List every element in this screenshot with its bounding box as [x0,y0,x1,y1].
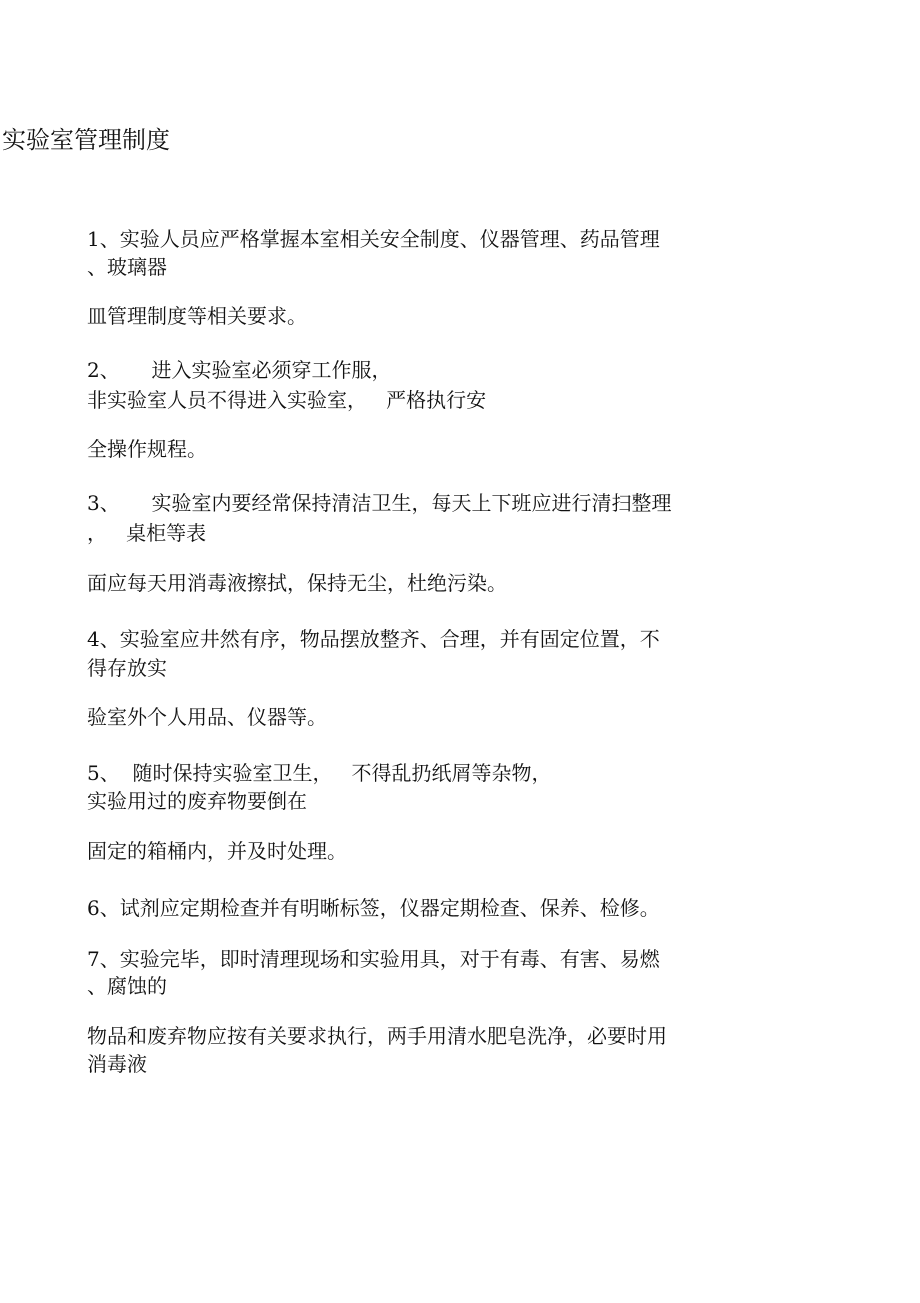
rule-2-line-2: 非实验室人员不得进入实验室， 严格执行安 [87,388,487,412]
rule-3-line-3: 面应每天用消毒液擦拭，保持无尘，杜绝污染。 [87,571,507,595]
rule-3-line-2: ， 桌柜等表 [87,521,207,545]
rule-1-line-2: 、玻璃器 [87,255,167,279]
rule-1-line-3: 皿管理制度等相关要求。 [87,304,307,328]
rule-5-line-3: 固定的箱桶内，并及时处理。 [87,839,347,863]
rule-5-line-2: 实验用过的废弃物要倒在 [87,789,307,813]
rule-2-line-3: 全操作规程。 [87,437,207,461]
rule-5-line-1: 5、 随时保持实验室卫生， 不得乱扔纸屑等杂物， [87,761,552,785]
rule-4-line-1: 4、实验室应井然有序，物品摆放整齐、合理，并有固定位置，不 [87,627,660,651]
rule-1-line-1: 1、实验人员应严格掌握本室相关安全制度、仪器管理、药品管理 [87,227,660,251]
rule-7-line-4: 消毒液 [87,1052,147,1076]
rule-7-line-3: 物品和废弃物应按有关要求执行，两手用清水肥皂洗净，必要时用 [87,1024,667,1048]
rule-7-line-2: 、腐蚀的 [87,974,167,998]
rule-4-line-3: 验室外个人用品、仪器等。 [87,705,327,729]
rule-7-line-1: 7、实验完毕，即时清理现场和实验用具，对于有毒、有害、易燃 [87,947,660,971]
rule-2-line-1: 2、 进入实验室必须穿工作服， [87,358,392,382]
rule-6-line-1: 6、试剂应定期检查并有明晰标签，仪器定期检查、保养、检修。 [87,896,660,920]
rule-3-line-1: 3、 实验室内要经常保持清洁卫生，每天上下班应进行清扫整理 [87,491,672,515]
rule-4-line-2: 得存放实 [87,656,167,680]
document-title: 实验室管理制度 [2,126,170,154]
